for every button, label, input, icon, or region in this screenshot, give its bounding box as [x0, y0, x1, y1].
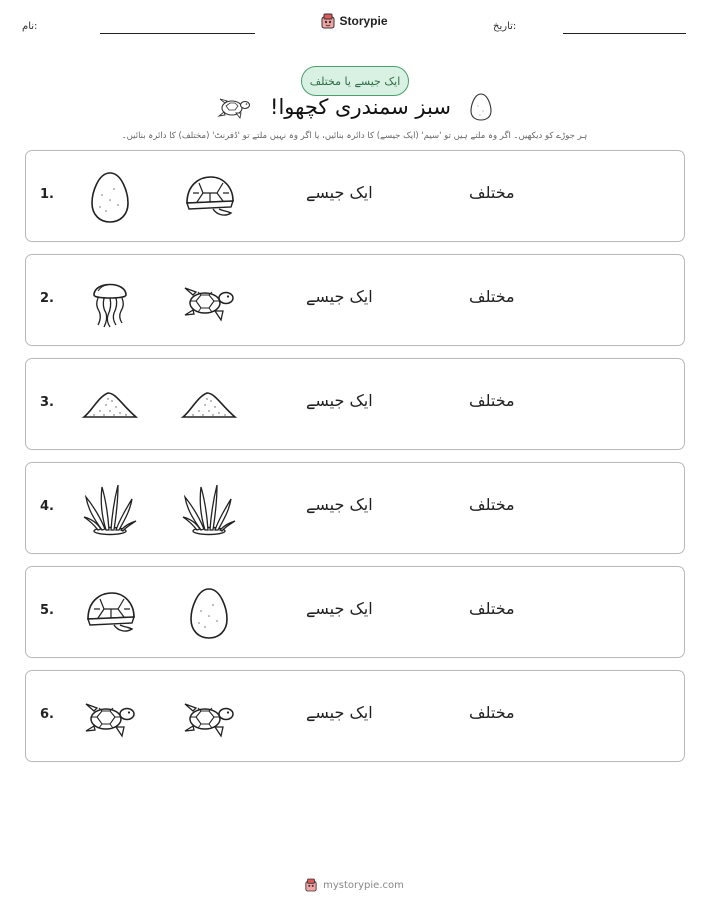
option-different[interactable]: مختلف — [469, 183, 515, 202]
instructions: ہر جوڑے کو دیکھیں۔ اگر وہ ملتے ہیں تو 'سیم' (ایک جیسے) کا دائرہ بنائیں، یا اگر وہ نہیں ملتے تو 'ڈفرنٹ' (مختلف) کا دائرہ بنائیں۔ — [121, 131, 588, 141]
turtle-shell-icon — [80, 583, 140, 643]
option-different[interactable]: مختلف — [469, 495, 515, 514]
option-same[interactable]: ایک جیسے — [306, 391, 373, 410]
category-badge: ایک جیسے یا مختلف — [301, 66, 409, 96]
seagrass-icon — [179, 479, 239, 539]
option-same[interactable]: ایک جیسے — [306, 183, 373, 202]
page-title: سبز سمندری کچھوا! — [270, 95, 451, 119]
sand-pile-icon — [179, 375, 239, 435]
date-label: تاریخ: — [493, 21, 517, 32]
seagrass-icon — [80, 479, 140, 539]
turtle-shell-icon — [179, 167, 239, 227]
option-different[interactable]: مختلف — [469, 391, 515, 410]
option-same[interactable]: ایک جیسے — [306, 287, 373, 306]
question-number: 4. — [40, 499, 54, 514]
title-row — [0, 90, 709, 124]
question-row — [25, 358, 685, 450]
brand — [0, 13, 709, 29]
name-label: نام: — [22, 21, 38, 32]
option-different[interactable]: مختلف — [469, 287, 515, 306]
question-row — [25, 462, 685, 554]
option-same[interactable]: ایک جیسے — [306, 495, 373, 514]
brand-name: Storypie — [339, 14, 388, 28]
egg-icon — [179, 583, 239, 643]
egg-icon — [469, 92, 493, 122]
option-same[interactable]: ایک جیسے — [306, 703, 373, 722]
name-line[interactable] — [100, 33, 255, 34]
option-different[interactable]: مختلف — [469, 599, 515, 618]
question-row — [25, 150, 685, 242]
question-row — [25, 670, 685, 762]
question-number: 3. — [40, 395, 54, 410]
option-same[interactable]: ایک جیسے — [306, 599, 373, 618]
question-number: 1. — [40, 187, 54, 202]
sand-pile-icon — [80, 375, 140, 435]
question-row — [25, 254, 685, 346]
sea-turtle-icon — [179, 271, 239, 331]
sea-turtle-icon — [216, 94, 252, 120]
egg-icon — [80, 167, 140, 227]
question-number: 6. — [40, 707, 54, 722]
sea-turtle-icon — [179, 687, 239, 747]
question-number: 2. — [40, 291, 54, 306]
footer-url[interactable]: mystorypie.com — [323, 879, 404, 891]
question-row — [25, 566, 685, 658]
storypie-logo-icon — [321, 13, 335, 29]
question-number: 5. — [40, 603, 54, 618]
date-line[interactable] — [563, 33, 686, 34]
sea-turtle-icon — [80, 687, 140, 747]
jellyfish-icon — [80, 271, 140, 331]
option-different[interactable]: مختلف — [469, 703, 515, 722]
storypie-logo-icon — [305, 878, 317, 892]
footer — [0, 878, 709, 892]
